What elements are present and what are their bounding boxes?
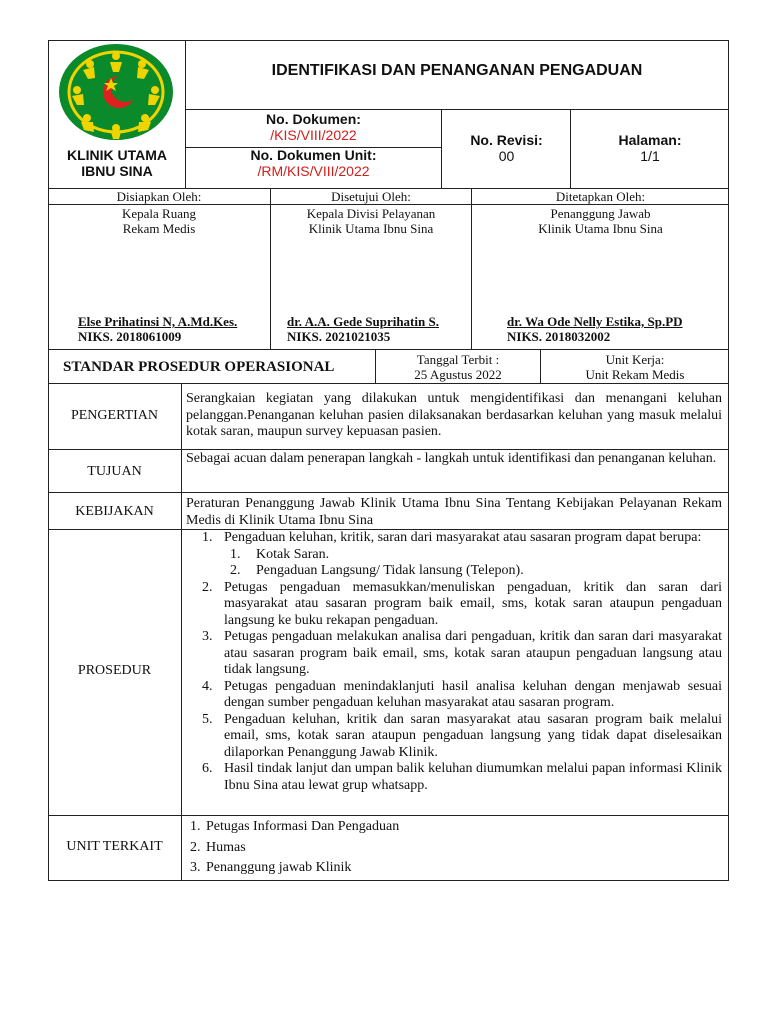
halaman-value: 1/1 — [640, 148, 660, 164]
label-cell — [48, 816, 182, 881]
approval-niks: NIKS. 2018032002 — [507, 329, 611, 344]
approval-role: Kepala Ruang — [121, 206, 196, 221]
step-text: Pengaduan keluhan, kritik, saran dari masyarakat atau sasaran program dapat berupa: — [224, 530, 702, 545]
section-label-unit-terkait: UNIT TERKAIT — [66, 839, 163, 854]
list-item: 1. Kotak Saran. — [244, 547, 722, 564]
label-cell — [48, 493, 182, 530]
divider — [185, 147, 442, 148]
document-number-cell — [185, 110, 442, 189]
no-revisi-value: 00 — [498, 148, 515, 164]
approval-niks: NIKS. 2018061009 — [78, 329, 182, 344]
no-dokumen-unit-label: No. Dokumen Unit: — [250, 147, 377, 163]
approval-heading: Disiapkan Oleh: — [116, 189, 202, 204]
tanggal-terbit-value: 25 Agustus 2022 — [414, 367, 502, 382]
unit-terkait-list — [186, 819, 722, 881]
clinic-name-line1: KLINIK UTAMA — [66, 147, 168, 163]
tujuan-text: Sebagai acuan dalam penerapan langkah - langkah untuk identifikasi dan penanganan keluhan. — [186, 451, 717, 466]
list-item: 2. Petugas pengaduan memasukkan/menuliskan pengaduan, kritik dan saran dari masyarakat atau sasaran program baik email, sms, kotak saran ataupun pengaduan langsung ke buku rekapan pengaduan. — [216, 580, 722, 630]
approval-name: Else Prihatinsi N, A.Md.Kes. — [78, 314, 238, 329]
unit-kerja-label: Unit Kerja: — [605, 352, 665, 367]
approval-niks: NIKS. 2021021035 — [287, 329, 391, 344]
list-item: 3. Petugas pengaduan melakukan analisa dari pengaduan, kritik dan saran dari masyarakat atau sasaran program baik email, sms, kotak saran ataupun pengaduan langsung atau tidak langsung. — [216, 629, 722, 679]
approval-heading: Disetujui Oleh: — [331, 189, 411, 204]
prosedur-steps — [186, 530, 722, 794]
tanggal-terbit-label: Tanggal Terbit : — [416, 352, 500, 367]
halaman-label: Halaman: — [618, 132, 682, 148]
section-label-prosedur: PROSEDUR — [77, 663, 152, 678]
list-item — [216, 530, 722, 580]
clinic-logo — [57, 42, 175, 142]
list-item: 3. Penanggung jawab Klinik — [204, 860, 722, 877]
page-cell — [571, 110, 729, 189]
label-cell — [48, 530, 182, 816]
pengertian-text: Serangkaian kegiatan yang dilakukan untuk mengidentifikasi dan menangani keluhan pelanggan.Penanganan keluhan pasien dilaksanakan berdasarkan keluhan yang masuk melalui kotak saran, maupun survey kepuasan pasien. — [186, 391, 722, 439]
list-item: 5. Pengaduan keluhan, kritik dan saran masyarakat atau sasaran program baik melalui email, sms, kotak saran ataupun pengaduan langsung yang tidak dapat diselesaikan dilaporkan Penanggung Jawab Klinik. — [216, 712, 722, 762]
approval-heading: Ditetapkan Oleh: — [555, 189, 646, 204]
no-revisi-label: No. Revisi: — [470, 132, 543, 148]
section-label-pengertian: PENGERTIAN — [70, 408, 159, 423]
list-item: 1. Petugas Informasi Dan Pengaduan — [204, 819, 722, 836]
logo-cell — [48, 40, 186, 189]
approval-role: Penanggung Jawab — [550, 206, 651, 221]
clinic-name-line2: IBNU SINA — [81, 163, 153, 179]
approval-role: Rekam Medis — [122, 221, 196, 236]
kebijakan-text: Peraturan Penanggung Jawab Klinik Utama Ibnu Sina Tentang Kebijakan Pelayanan Rekam Medis di Klinik Utama Ibnu Sina — [186, 496, 722, 528]
no-dokumen-label: No. Dokumen: — [266, 111, 361, 127]
revision-cell — [442, 110, 571, 189]
section-label-kebijakan: KEBIJAKAN — [75, 504, 154, 519]
approval-name: dr. Wa Ode Nelly Estika, Sp.PD — [507, 314, 683, 329]
sop-title: STANDAR PROSEDUR OPERASIONAL — [48, 350, 376, 384]
approval-approved — [271, 189, 472, 350]
list-item: 4. Petugas pengaduan menindaklanjuti hasil analisa keluhan dengan menjawab sesuai dengan sumber pengaduan keluhan masyarakat atau sasaran program. — [216, 679, 722, 712]
approval-role: Klinik Utama Ibnu Sina — [308, 221, 434, 236]
approval-established — [472, 189, 729, 350]
document-title: IDENTIFIKASI DAN PENANGANAN PENGADUAN — [271, 62, 643, 79]
no-dokumen-value: /KIS/VIII/2022 — [270, 127, 357, 143]
unit-kerja-value: Unit Rekam Medis — [585, 367, 685, 382]
approval-name: dr. A.A. Gede Suprihatin S. — [287, 314, 439, 329]
label-cell — [48, 450, 182, 493]
no-dokumen-unit-value: /RM/KIS/VIII/2022 — [257, 163, 370, 179]
label-cell — [48, 384, 182, 450]
approval-role: Kepala Divisi Pelayanan — [306, 206, 436, 221]
list-item: 2. Humas — [204, 840, 722, 857]
list-item: 6. Hasil tindak lanjut dan umpan balik keluhan diumumkan melalui papan informasi Klinik Ibnu Sina atau lewat grup whatsapp. — [216, 761, 722, 794]
approval-role: Klinik Utama Ibnu Sina — [538, 221, 663, 236]
approval-prepared — [48, 189, 271, 350]
section-label-tujuan: TUJUAN — [87, 464, 142, 479]
list-item: 2. Pengaduan Langsung/ Tidak lansung (Telepon). — [244, 563, 722, 580]
